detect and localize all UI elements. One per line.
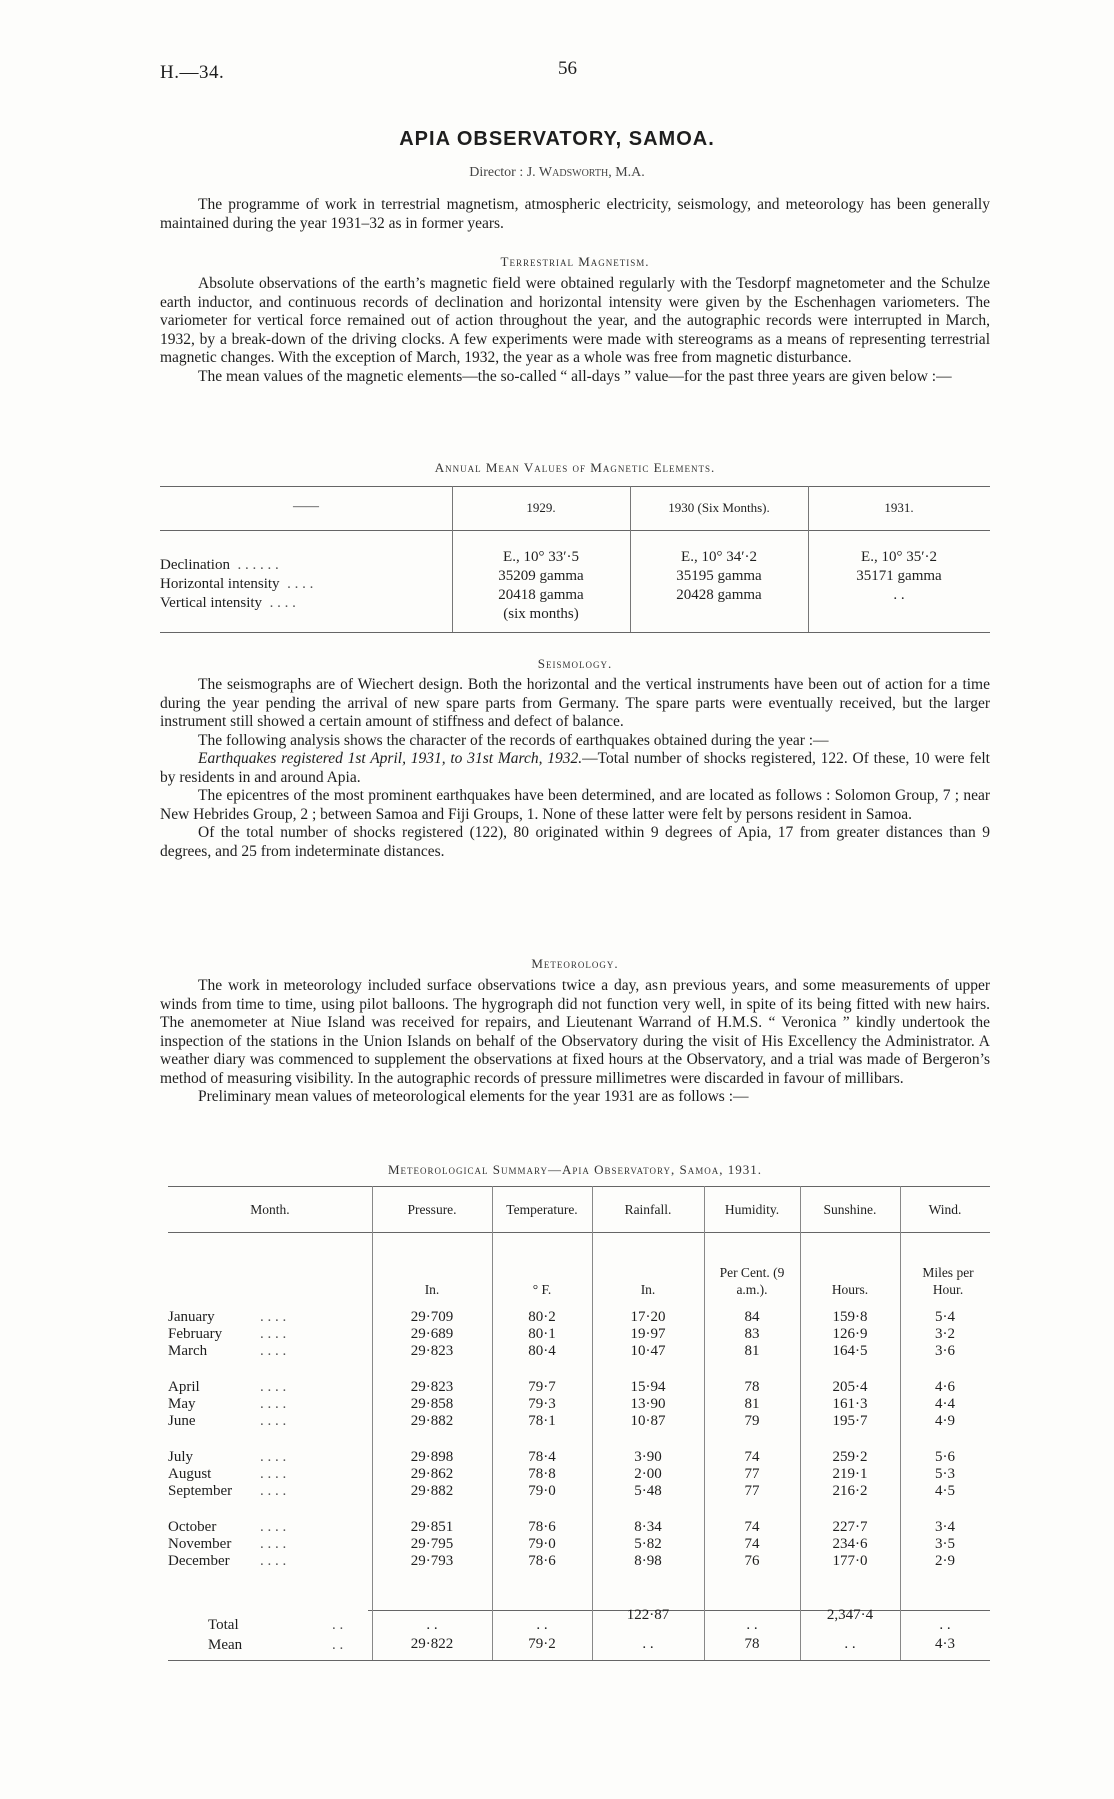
header-1930: 1930 (Six Months). — [668, 500, 770, 515]
col-header-temperature: Temperature. — [506, 1202, 578, 1217]
sun-cell: 219·1 — [832, 1466, 868, 1482]
leader-dots: . . . . — [260, 1413, 287, 1429]
header-1931: 1931. — [884, 500, 914, 515]
month-cell: July — [168, 1449, 194, 1465]
col-header-pressure: Pressure. — [407, 1202, 457, 1217]
month-cell: October — [168, 1519, 217, 1535]
leader-dots: . . . . — [260, 1309, 287, 1325]
section-heading-meteorology: Meteorology. — [531, 956, 619, 971]
seismology-paragraph-4: The epicentres of the most prominent earthquakes have been determined, and are located as follows : Solomon Group, 7 ; near New Hebrides Group, 2 ; between Samoa and Fiji Groups, 1. None of these latter were felt by persons resident in Samoa. — [160, 787, 990, 823]
director-label: Director : — [469, 165, 524, 180]
magnetism-paragraph-2: The mean values of the magnetic elements—the so-called “ all-days ” value—for the past three years are given below :— — [198, 367, 952, 385]
total-mean-temperature: . . 79·2 — [528, 1617, 556, 1652]
table-row: Vertical intensity . . . . — [160, 595, 296, 611]
meteorology-text — [160, 977, 990, 1107]
seismology-paragraph-3: Earthquakes registered 1st April, 1931, to 31st March, 1932.—Total number of shocks registered, 122. Of these, 10 were felt by residents in and around Apia. — [160, 750, 990, 786]
unit-humidity: Per Cent. (9 a.m.). — [719, 1265, 785, 1297]
column-1930: E., 10° 34′·2 35195 gamma 20428 gamma — [676, 549, 762, 603]
pressure-cell: 29·795 — [410, 1536, 454, 1552]
rain-cell: 3·90 — [634, 1449, 662, 1465]
leader-dots: . . . . — [260, 1553, 287, 1569]
temp-cell: 78·8 — [528, 1466, 556, 1482]
section-heading-magnetism: Terrestrial Magnetism. — [500, 254, 650, 269]
leader-dots: . . . . — [260, 1519, 287, 1535]
col-header-humidity: Humidity. — [724, 1202, 780, 1217]
column-1929: E., 10° 33′·5 35209 gamma 20418 gamma (six months) — [498, 549, 584, 622]
wind-cell: 3·4 — [935, 1519, 955, 1535]
pressure-cell: 29·898 — [410, 1449, 454, 1465]
meteorology-paragraph-2: Preliminary mean values of meteorological elements for the year 1931 are as follows :— — [198, 1088, 749, 1105]
hum-cell: 83 — [744, 1326, 760, 1342]
report-reference: H.—34. — [160, 62, 225, 83]
temp-cell: 80·4 — [528, 1343, 556, 1359]
temp-cell: 79·0 — [528, 1483, 556, 1499]
total-row-label: Total — [208, 1617, 239, 1633]
total-mean-humidity: . . 78 — [744, 1617, 760, 1652]
wind-cell: 4·4 — [935, 1396, 955, 1412]
director-line — [0, 165, 1114, 181]
rain-cell: 17·20 — [630, 1309, 666, 1325]
wind-cell: 3·2 — [935, 1326, 955, 1342]
pressure-cell: 29·793 — [410, 1553, 454, 1569]
pressure-cell: 29·823 — [410, 1379, 454, 1395]
rain-cell: 10·87 — [630, 1413, 666, 1429]
wind-cell: 2·9 — [935, 1553, 955, 1569]
col-header-rainfall: Rainfall. — [624, 1202, 672, 1217]
pressure-cell: 29·862 — [410, 1466, 454, 1482]
wind-cell: 5·4 — [935, 1309, 955, 1325]
rain-cell: 13·90 — [630, 1396, 666, 1412]
rain-cell: 10·47 — [630, 1343, 666, 1359]
sun-cell: 164·5 — [832, 1343, 868, 1359]
month-cell: March — [168, 1343, 208, 1359]
leader-dots: . . . . — [260, 1449, 287, 1465]
hum-cell: 76 — [744, 1553, 760, 1569]
total-mean-wind: . . 4·3 — [935, 1617, 955, 1652]
pressure-cell: 29·882 — [410, 1483, 454, 1499]
col-header-wind: Wind. — [928, 1202, 962, 1217]
temp-cell: 80·1 — [528, 1326, 556, 1342]
wind-cell: 3·6 — [935, 1343, 955, 1359]
month-cell: November — [168, 1536, 232, 1552]
hum-cell: 74 — [744, 1536, 760, 1552]
month-cell: February — [168, 1326, 223, 1342]
table-top-rule — [160, 486, 990, 487]
unit-temperature: ° F. — [532, 1282, 552, 1297]
rain-cell: 15·94 — [630, 1379, 666, 1395]
wind-cell: 4·9 — [935, 1413, 955, 1429]
month-cell: June — [168, 1413, 196, 1429]
sun-cell: 177·0 — [832, 1553, 868, 1569]
mean-row-label: Mean — [208, 1637, 243, 1653]
temp-cell: 80·2 — [528, 1309, 556, 1325]
rain-cell: 2·00 — [634, 1466, 662, 1482]
sun-cell: 161·3 — [832, 1396, 868, 1412]
seismology-paragraph-2: The following analysis shows the character of the records of earthquakes obtained during the year :— — [198, 731, 829, 749]
magnetism-paragraph-1: Absolute observations of the earth’s magnetic field were obtained regularly with the Tesdorpf magnetometer and the Schulze earth inductor, and continuous records of declination and horizontal intensity were given by the Eschenhagen variometers. The variometer for vertical force remained out of action throughout the year, and the autographic records were interrupted in March, 1932, by a break-down of the driving clocks. A few experiments were made with stereograms as a means of representing terrestrial magnetic changes. With the exception of March, 1932, the year as a whole was free from magnetic disturbance. — [160, 275, 990, 366]
rain-cell: 8·34 — [634, 1519, 662, 1535]
leader-dots: . . . . — [260, 1536, 287, 1552]
total-mean-pressure: . . 29·822 — [410, 1617, 454, 1652]
magnetism-text — [160, 275, 990, 386]
total-mean-rainfall: 122·87 . . — [626, 1607, 670, 1652]
wind-cell: 4·6 — [935, 1379, 955, 1395]
section-heading-seismology: Seismology. — [537, 656, 613, 671]
wind-cell: 5·6 — [935, 1449, 955, 1465]
month-cell: May — [168, 1396, 196, 1412]
header-1929: 1929. — [526, 500, 556, 515]
hum-cell: 81 — [744, 1396, 760, 1412]
seismology-text — [160, 676, 990, 861]
sun-cell: 159·8 — [832, 1309, 868, 1325]
wind-cell: 3·5 — [935, 1536, 955, 1552]
temp-cell: 78·4 — [528, 1449, 556, 1465]
magnetic-table-caption: Annual Mean Values of Magnetic Elements. — [434, 460, 716, 475]
pressure-cell: 29·689 — [410, 1326, 454, 1342]
hum-cell: 77 — [744, 1483, 760, 1499]
sun-cell: 205·4 — [832, 1379, 868, 1395]
leader-dots: . . . . — [260, 1396, 287, 1412]
pressure-cell: 29·709 — [410, 1309, 454, 1325]
table-bottom-rule — [160, 632, 990, 633]
leader-dots: . . . . — [260, 1466, 287, 1482]
unit-sunshine: Hours. — [831, 1282, 869, 1297]
seismology-paragraph-5: Of the total number of shocks registered (122), 80 originated within 9 degrees of Apia, 17 from greater distances than 9 degrees, and 25 from indeterminate distances. — [160, 824, 990, 860]
temp-cell: 79·7 — [528, 1379, 556, 1395]
total-mean-sunshine: 2,347·4 . . — [826, 1607, 874, 1652]
unit-wind: Miles per Hour. — [922, 1265, 974, 1297]
month-cell: January — [168, 1309, 215, 1325]
temp-cell: 78·6 — [528, 1553, 556, 1569]
sun-cell: 259·2 — [832, 1449, 868, 1465]
leader-dots: . . . . — [260, 1483, 287, 1499]
pressure-cell: 29·851 — [410, 1519, 454, 1535]
hum-cell: 77 — [744, 1466, 760, 1482]
leader-dots: . . . . — [260, 1379, 287, 1395]
meteorological-summary-table: Month. Pressure. Temperature. Rainfall. Humidity. Sunshine. Wind. In. ° F. In. Per Cent. (9 a.m.). Hours. Miles per Hour. January . . . . 29·709 80·2 17·20 84 159·8 5·4 February . . . . 29·689 80·1 19·97 83 126·9 3·2 March . . . . 29·823 80·4 10·47 81 164·5 3·6 April . . . . 29·823 79·7 15·94 78 205·4 4·6 May . . . . 29·858 79·3 13·90 81 161·3 4·4 June . . . . 29·882 78·1 10·87 79 195·7 4·9 July . . . . 29·898 78·4 3·90 74 259·2 5·6 August . . . . 29·862 78·8 2·00 77 219·1 5·3 September . . . . 29·882 79·0 5·48 77 216·2 4·5 October . . . . 29·851 78·6 8·34 74 227·7 3·4 November . . . . 29·795 79·0 5·82 74 234·6 3·5 December . . . . 29·793 78·6 8·98 76 177·0 2·9 Total Mean . . . . . . 29·822 . . 79·2 122·87 . . . . 78 2,347·4 . . . . 4·3 — [168, 1186, 990, 1662]
temp-cell: 78·1 — [528, 1413, 556, 1429]
met-table-caption: Meteorological Summary—Apia Observatory, Samoa, 1931. — [387, 1162, 763, 1177]
temp-cell: 79·3 — [528, 1396, 556, 1412]
hum-cell: 81 — [744, 1343, 760, 1359]
pressure-cell: 29·823 — [410, 1343, 454, 1359]
magnetic-elements-table — [160, 486, 990, 634]
column-1931: E., 10° 35′·2 35171 gamma . . — [856, 549, 942, 603]
rain-cell: 8·98 — [634, 1553, 662, 1569]
sun-cell: 234·6 — [832, 1536, 868, 1552]
page-title: APIA OBSERVATORY, SAMOA. — [399, 128, 715, 150]
row-labels — [160, 556, 450, 613]
hum-cell: 74 — [744, 1449, 760, 1465]
pressure-cell: 29·858 — [410, 1396, 454, 1412]
sun-cell: 227·7 — [832, 1519, 868, 1535]
month-cell: April — [168, 1379, 200, 1395]
wind-cell: 5·3 — [935, 1466, 955, 1482]
seismology-paragraph-1: The seismographs are of Wiechert design. Both the horizontal and the vertical instruments have been out of action for a time during the year pending the arrival of new spare parts from Germany. The spare parts were eventually received, but the larger instrument still showed a certain amount of stiffness and defect of balance. — [160, 676, 990, 730]
table-header-rule — [160, 530, 990, 531]
meteorology-paragraph-1: The work in meteorology included surface observations twice a day, as n previous years, and some measurements of upper winds from time to time, using pilot balloons. The hygrograph did not function very well, in spite of its being fitted with new hairs. The anemometer at Niue Island was received for repairs, and Lieutenant Warrand of H.M.S. “ Veronica ” kindly undertook the inspection of the stations in the Union Islands on behalf of the Observatory during the visit of His Excellency the Administrator. A weather diary was commenced to supplement the observations at fixed hours at the Observatory, and a trial was made of Bergeron’s method of measuring visibility. In the autographic records of pressure millimetres were discarded in favour of millibars. — [160, 977, 990, 1087]
sun-cell: 195·7 — [832, 1413, 868, 1429]
temp-cell: 79·0 — [528, 1536, 556, 1552]
hum-cell: 78 — [744, 1379, 760, 1395]
unit-pressure: In. — [424, 1282, 440, 1297]
header-blank: —— — [293, 498, 319, 513]
month-cell: August — [168, 1466, 212, 1482]
leader-dots: . . . . — [260, 1343, 287, 1359]
hum-cell: 84 — [744, 1309, 760, 1325]
page-number: 56 — [558, 58, 577, 79]
col-header-sunshine: Sunshine. — [823, 1202, 877, 1217]
hum-cell: 79 — [744, 1413, 760, 1429]
month-cell: September — [168, 1483, 233, 1499]
sun-cell: 126·9 — [832, 1326, 868, 1342]
table-row: Horizontal intensity . . . . — [160, 576, 314, 592]
intro-paragraph: The programme of work in terrestrial magnetism, atmospheric electricity, seismology, and meteorology has been generally maintained during the year 1931–32 as in former years. — [160, 196, 990, 232]
rain-cell: 5·82 — [634, 1536, 662, 1552]
rain-cell: 19·97 — [630, 1326, 666, 1342]
table-row: Declination . . . . . . — [160, 557, 279, 573]
director-name: J. Wadsworth, M.A. — [526, 165, 645, 180]
month-cell: December — [168, 1553, 230, 1569]
hum-cell: 74 — [744, 1519, 760, 1535]
rain-cell: 5·48 — [634, 1483, 662, 1499]
temp-cell: 78·6 — [528, 1519, 556, 1535]
col-header-month: Month. — [250, 1202, 290, 1217]
pressure-cell: 29·882 — [410, 1413, 454, 1429]
wind-cell: 4·5 — [935, 1483, 955, 1499]
leader-dots: . . . . — [260, 1326, 287, 1342]
sun-cell: 216·2 — [832, 1483, 868, 1499]
unit-rainfall: In. — [640, 1282, 656, 1297]
intro-block — [160, 196, 990, 233]
